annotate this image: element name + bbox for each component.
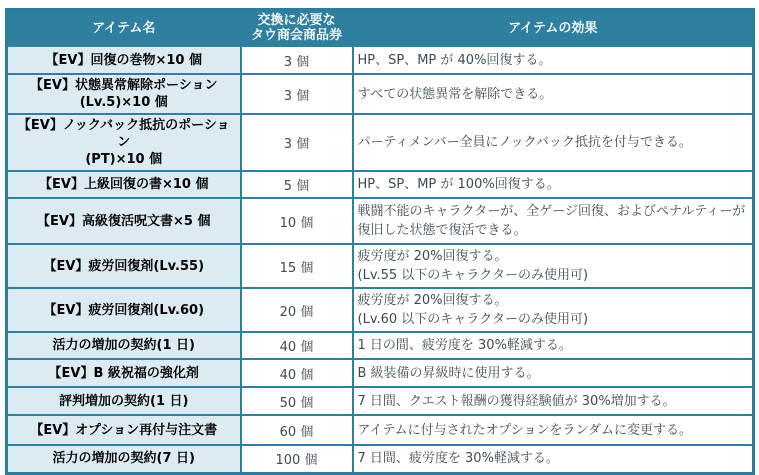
cost-cell: 60 個 [241, 415, 353, 445]
effect-cell [353, 359, 754, 387]
effect-text-line2: (Lv.55 以下のキャラクターのみ使用可) [357, 268, 589, 283]
item-name-cell [7, 74, 241, 114]
item-name-text: 【EV】ノックバック抵抗のポーション [17, 118, 230, 150]
effect-cell [353, 387, 754, 415]
effect-cell [353, 415, 754, 445]
item-name-text: 【EV】オプション再付与注文書 [30, 422, 218, 438]
effect-text: 7 日間、クエスト報酬の獲得経験値が 30%増加する。 [357, 393, 676, 409]
header-cost-line1: 交換に必要な [257, 13, 336, 28]
item-name-text: 【EV】B 級祝福の強化剤 [48, 365, 199, 381]
header-row [7, 10, 754, 47]
item-name-cell [7, 114, 241, 171]
effect-text-line2: (Lv.60 以下のキャラクターのみ使用可) [357, 312, 589, 327]
item-name-text: 評判増加の契約(1 日) [59, 393, 189, 409]
cost-cell: 15 個 [241, 244, 353, 288]
header-item-name-label: アイテム名 [92, 20, 156, 36]
cost-cell: 50 個 [241, 387, 353, 415]
header-cost-line2: タウ商会商品券 [250, 28, 342, 43]
item-name-text: 【EV】状態異常解除ポーション [30, 78, 218, 93]
effect-text: 疲労度が 20%回復する。 [357, 249, 508, 264]
item-exchange-table-wrapper [5, 8, 755, 475]
effect-cell [353, 114, 754, 171]
item-name-text-line2: (Lv.5)×10 個 [79, 95, 168, 110]
item-name-text: 活力の増加の契約(7 日) [52, 451, 195, 467]
cost-cell: 3 個 [241, 46, 353, 74]
effect-cell [353, 244, 754, 288]
effect-text: B 級装備の昇級時に使用する。 [357, 365, 540, 381]
item-name-cell [7, 198, 241, 244]
item-name-cell [7, 244, 241, 288]
effect-text: アイテムに付与されたオプションをランダムに変更する。 [357, 422, 692, 438]
effect-text: 1 日の間、疲労度を 30%軽減する。 [357, 338, 572, 353]
item-name-cell [7, 359, 241, 387]
cost-cell: 3 個 [241, 114, 353, 171]
effect-text: HP、SP、MP が 100%回復する。 [357, 177, 560, 192]
cost-cell: 5 個 [241, 171, 353, 198]
item-name-cell [7, 415, 241, 445]
item-name-text: 【EV】上級回復の書×10 個 [39, 177, 209, 192]
table-row [7, 445, 754, 473]
item-name-cell [7, 171, 241, 198]
item-name-cell [7, 46, 241, 74]
effect-text: パーティメンバー全員にノックバック抵抗を付与できる。 [357, 135, 692, 150]
item-name-cell [7, 445, 241, 473]
item-name-text: 【EV】高級復活呪文書×5 個 [37, 213, 211, 229]
effect-cell [353, 332, 754, 359]
cost-cell: 40 個 [241, 332, 353, 359]
effect-cell [353, 288, 754, 332]
item-exchange-table [5, 8, 755, 475]
item-name-cell [7, 332, 241, 359]
effect-text: すべての状態異常を解除できる。 [357, 86, 553, 102]
table-row [7, 114, 754, 171]
cost-cell: 10 個 [241, 198, 353, 244]
cost-cell: 40 個 [241, 359, 353, 387]
cost-cell: 100 個 [241, 445, 353, 473]
item-name-cell [7, 288, 241, 332]
table-row [7, 171, 754, 198]
table-row [7, 46, 754, 74]
header-effect [353, 10, 754, 47]
table-row [7, 288, 754, 332]
header-effect-label: アイテムの効果 [508, 20, 598, 36]
effect-text: 7 日間、疲労度を 30%軽減する。 [357, 451, 559, 467]
item-name-text-line2: (PT)×10 個 [85, 152, 163, 167]
effect-text: 疲労度が 20%回復する。 [357, 293, 508, 308]
table-row [7, 74, 754, 114]
effect-text: HP、SP、MP が 40%回復する。 [357, 52, 552, 68]
effect-text: 戦闘不能のキャラクターが、全ゲージ回復、およびペナルティーが復旧した状態で復活できる。 [357, 204, 746, 238]
table-row [7, 332, 754, 359]
effect-cell [353, 445, 754, 473]
cost-cell: 20 個 [241, 288, 353, 332]
table-row [7, 387, 754, 415]
item-name-text: 【EV】回復の巻物×10 個 [45, 52, 202, 68]
effect-cell [353, 74, 754, 114]
table-row [7, 244, 754, 288]
header-item-name [7, 10, 241, 47]
item-name-text: 活力の増加の契約(1 日) [52, 338, 195, 353]
cost-cell: 3 個 [241, 74, 353, 114]
item-name-cell [7, 387, 241, 415]
effect-cell [353, 198, 754, 244]
header-cost [241, 10, 353, 47]
item-name-text: 【EV】疲労回復剤(Lv.60) [43, 302, 205, 318]
item-name-text: 【EV】疲労回復剤(Lv.55) [43, 258, 205, 274]
table-row [7, 359, 754, 387]
effect-cell [353, 46, 754, 74]
table-row [7, 198, 754, 244]
table-row [7, 415, 754, 445]
effect-cell [353, 171, 754, 198]
